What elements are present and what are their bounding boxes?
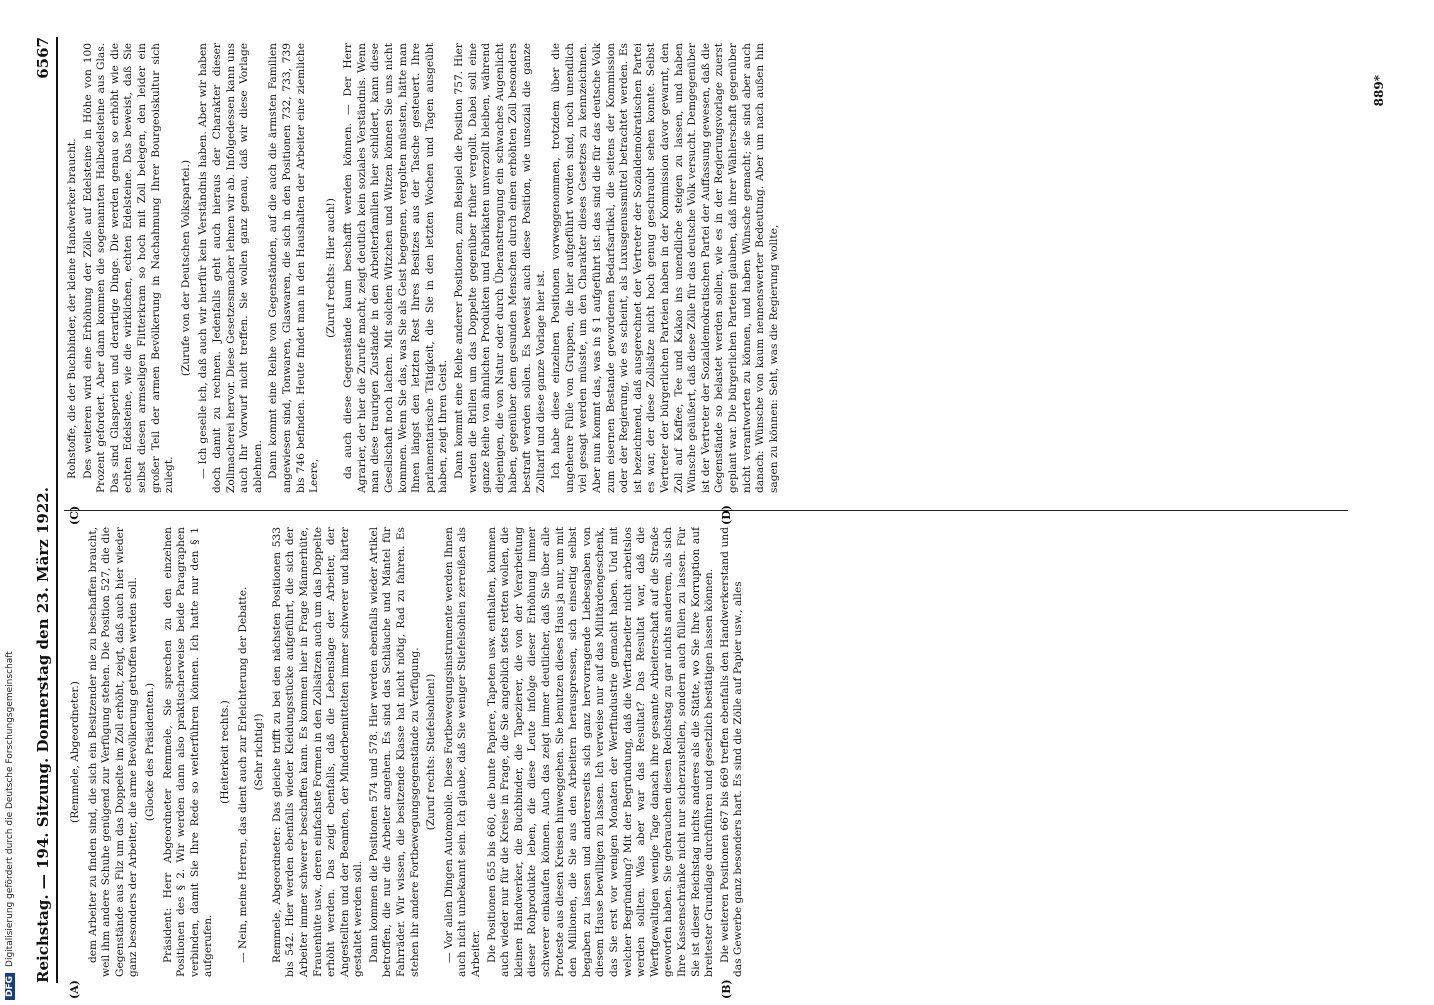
paragraph: — Nein, meine Herren, das dient auch zur Erleichterung der Debatte. xyxy=(236,586,249,963)
digitization-credit xyxy=(2,0,18,1000)
paragraph: Ich habe diese einzelnen Positionen vorweggenommen, trotzdem über die ungeheure Fülle von Gruppen, die hier aufgeführt worden sind, noch unendlich viel gesagt werden müsste, um den Charakter dieses Gesetzes zu kennzeichnen. Aber nun kommt das, was in § 1 aufgeführt ist: das sind die für das deutsche Volk zum eisernen Bestande gewordenen Bedarfsartikel, die seitens der Kommission oder der Regierung, wie es scheint, als Luxusgenussmittel betrachtet werden. Es ist bezeichnend, daß ausgerechnet der Vertreter der Sozialdemokratischen Partei es war, der diese Zollsätze nicht hoch genug geschraubt sehen konnte. Selbst Vertreter der bürgerlichen Parteien haben in der Kommission davor gewarnt, den Zoll auf Kaffee, Tee und Kakao ins unendliche steigen zu lassen, und haben Wünsche geäußert, daß diese Zölle für das deutsche Volk versucht. Demgegenüber ist der Vertreter der Sozialdemokratischen Partei der Auffassung gewesen, daß die Gegenstände so belastet werden sollen, wie es in der Regierungsvorlage zuerst geplant war. Die bürgerlichen Parteien glauben, daß ihrer Wählerschaft gegenüber nicht verantworten zu können, und haben Wünsche gemacht; sie sind aber auch danach: Wünsche von kaum nennenswerter Bedeutung. Aber um nach außen hin sagen zu können: Seht, was die Regierung wollte, xyxy=(550,43,780,493)
credit-text: Digitalisierung gefördert durch die Deutsche Forschungsgemeinschaft xyxy=(5,651,15,967)
paragraph: Präsident: Herr Abgeordneter Remmele, Sie sprechen zu den einzelnen Positionen des § 2. Wir werden dann also praktischerweise beide Paragraphen verbinden, damit Sie Ihre Rede so weiterführen können. Ich hatte nur den § 1 aufgerufen. xyxy=(161,527,215,977)
rotated-newspaper-sheet xyxy=(20,15,1400,1005)
interjection: (Remmele, Abgeordneter.) xyxy=(69,681,81,823)
page-header xyxy=(30,37,58,983)
interjection: (Zuruf rechts: Hier auch!) xyxy=(324,198,337,338)
running-title: Reichstag. — 194. Sitzung. Donnerstag den 23. März 1922. xyxy=(34,487,52,983)
paragraph: Dann kommen die Positionen 574 und 578. Hier werden ebenfalls wieder Artikel betroffen, die nur die Arbeiter angehen. Es sind das Schläuche und Mäntel für Fahrräder. Wir wissen, die besitzende Klasse hat nicht nötig, Rad zu fahren. Es stehen ihr andere Fortbewegungsgegenstände zu Verfügung. xyxy=(367,527,421,977)
paragraph: Dann kommt eine Reihe anderer Positionen, zum Beispiel die Position 757. Hier werden die Brillen um das Doppelte gegenüber früher vergollt. Dabei soll eine ganze Reihe von ähnlichen Produkten und Fabrikaten unverzollt bleiben, während diejenigen, die von Natur oder durch Überanstrengung ein schwaches Augenlicht haben, gegenüber dem gesunden Menschen durch einen erhöhten Zoll besonders bestraft werden sollen. Es beweist auch diese Position, wie unsozial die ganze Zolltarif und diese ganze Vorlage hier ist. xyxy=(453,43,547,493)
right-column xyxy=(66,43,1352,493)
paragraph: da auch diese Gegenstände kaum beschafft werden können. — Der Herr Agrarier, der hier die Zurufe macht, zeigt deutlich kein soziales Verständnis. Wenn man diese traurigen Zustände in den Arbeiterfamilien hier schildert, kann diese Gesellschaft noch lachen. Mit solchen Witzchen und Witzen können Sie uns nicht kommen. Wenn Sie das, was Sie als Geist begegnen, vergolten müssten, hätte man Ihnen längst den letzten Rest Ihres Besitzes aus der Tasche gesteuert. Ihre parlamentarische Tätigkeit, die Sie in den letzten Wochen und Tagen ausgeübt haben, zeigt Ihren Geist. xyxy=(342,43,450,493)
paragraph: Remmele, Abgeordneter: Das gleiche trifft zu bei den nächsten Positionen 533 bis 542. Hier werden ebenfalls wieder Kleidungsstücke aufgeführt, die sich der Arbeiter immer schwerer beschaffen kann. Es kommen hier in Frage Männerhüte, Frauenhüte usw., deren einfachste Formen in den Zollsätzen auch um das Doppelte erhöht werden. Das zeigt ebenfalls, daß die Lebenslage der Arbeiter, der Angestellten und der Beamten, der Minderbemittelten immer schwerer und härter gestaltet werden soll. xyxy=(270,527,365,977)
paragraph: Die Positionen 655 bis 660, die bunte Papiere, Tapeten usw. enthalten, kommen auch wieder nur für die Kreise in Frage, die Sie angeblich stets retten wollen, die kleinen Handwerker, die Buchbinder, die Tapezierer, die von der Verarbeitung dieser Rohprodukte leben, die diese Leute infolge dieser Erhöhung immer schwerer einkaufen können. Auch das zeigt immer deutlicher, daß Sie über alle Proteste aus diesen Kreisen hinweggehen. Sie benutzen dieses Haus ja nur, um mit den Millionen, die Sie aus den Arbeitern herauspressen, sich einseitig selbst begaben zu lassen und andererseits sich ganz hervorragende Liebesgaben von diesem Hause bewilligen zu lassen. Ich verweise nur auf das Militärdengeschenk, das Sie erst vor wenigen Monaten der Werftindustrie gemacht haben. Und mit welcher Begründung? Mit der Begründung, daß die Werftarbeiter nicht arbeitslos werden sollten. Was aber war das Resultat? Das Resultat war, daß die Werftgewaltigen wenige Tage danach ihre gesamte Arbeiterschaft auf die Straße geworfen haben. Sie gebrauchen diesen Reichstag zu gar nichts anderem, als sich Ihre Kassenschränke nicht nur sicherzustellen, sondern auch füllen zu lassen. Für Sie ist dieser Reichstag nichts anderes als die Stätte, wo Sie Ihre Korruption auf breitester Grundlage durchführen und gesetzlich bestätigen lassen können. xyxy=(485,527,716,977)
margin-mark-a: (A) xyxy=(68,980,81,999)
interjection: (Zuruf rechts: Stiefelsohlen!) xyxy=(425,673,438,831)
paragraph: dem Arbeiter zu finden sind, die sich ein Besitzender nie zu beschaffen braucht, weil ihm andere Schuhe genügend zur Verfügung stehen. Die Position 527, die die Gegenstände aus Filz um das Doppelte im Zoll erhöht, zeigt, daß auch hier wieder ganz besonders der Arbeiter, die arme Bevölkerung getroffen werden soll. xyxy=(86,527,140,977)
interjection: (Sehr richtig!) xyxy=(253,713,266,791)
margin-mark-d: (D) xyxy=(720,505,733,525)
margin-mark-b: (B) xyxy=(720,979,733,999)
paragraph: Die weiteren Positionen 667 bis 669 treffen ebenfalls den Handwerkerstand und das Gewerbe ganz besonders hart. Es sind die Zölle auf Papier usw., alles xyxy=(718,527,745,977)
interjection: (Heiterkeit rechts.) xyxy=(218,700,231,804)
dfg-logo: DFG xyxy=(5,973,15,1000)
left-column xyxy=(66,527,1352,977)
column-rule xyxy=(64,510,1348,511)
margin-mark-c: (C) xyxy=(68,505,81,525)
interjection: (Glocke des Präsidenten.) xyxy=(143,682,156,822)
page-code: 889* xyxy=(1372,75,1386,107)
paragraph: Rohstoffe, die der Buchbinder, der kleine Handwerker braucht. xyxy=(66,138,78,479)
paragraph: — Vor allen Dingen Automobile. Diese Fortbewegungsinstrumente werden Ihnen auch nicht unbekannt sein. Ich glaube, daß Sie weniger Stiefelsohlen zerreißen als Arbeiter. xyxy=(442,527,483,977)
interjection: (Zurufe von der Deutschen Volkspartei.) xyxy=(179,159,192,377)
paragraph: Des weiteren wird eine Erhöhung der Zölle auf Edelsteine in Höhe von 100 Prozent gefordert. Aber dann kommen die sogenannten Halbedelsteine aus Glas. Das sind Glasperlen und derartige Dinge. Die werden genau so erhöht wie die echten Edelsteine, wie die wirklichen, echten Edelsteine. Das beweist, daß Sie selbst diesen armseligen Flitterkram so hoch mit Zoll belegen, den leider ein großer Teil der armen Bevölkerung in Nachahmung Ihrer Bourgeoiskultur sich zulegt. xyxy=(81,43,176,493)
page-number: 6567 xyxy=(34,37,52,79)
paragraph: Dann kommt eine Reihe von Gegenständen, auf die auch die ärmsten Familien angewiesen sind, Tonwaren, Glaswaren, die sich in den Positionen 732, 733, 739 bis 746 befinden. Heute findet man in den Haushalten der Arbeiter eine ziemliche Leere, xyxy=(267,43,321,493)
paragraph: — Ich geselle ich, daß auch wir hierfür kein Verständnis haben. Aber wir haben doch damit zu rechnen. Jedenfalls geht auch hieraus der Charakter dieser Zollmacherei hervor. Diese Gesetzesmacher lehnen wir ab. Infolgedessen kann uns auch Ihr Vorwurf nicht treffen. Sie wollen ganz genau, daß wir diese Vorlage ablehnen. xyxy=(197,43,264,493)
